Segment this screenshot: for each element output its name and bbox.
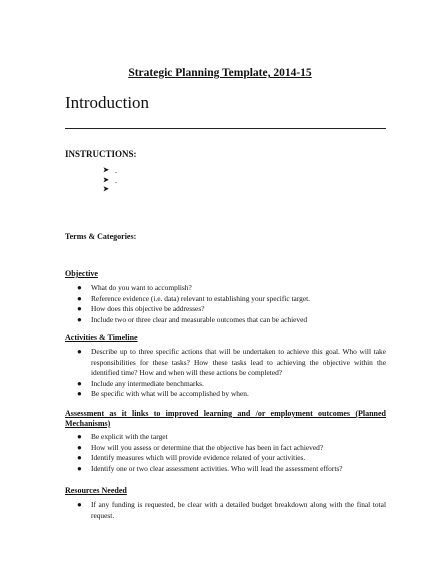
list-item bbox=[65, 389, 386, 400]
list-item bbox=[103, 185, 117, 195]
bullet-dot-icon: ● bbox=[77, 432, 82, 441]
bullet-dot-icon: ● bbox=[77, 304, 82, 313]
list-item bbox=[103, 176, 117, 186]
activities-list bbox=[65, 347, 386, 400]
list-item-text: If any funding is requested, be clear with a detailed budget breakdown along with the final total request. bbox=[91, 500, 386, 520]
list-item bbox=[65, 294, 386, 305]
list-item-text: . bbox=[115, 166, 117, 175]
list-item-text: Identify one or two clear assessment activities. Who will lead the assessment efforts? bbox=[91, 463, 343, 473]
bullet-dot-icon: ● bbox=[77, 314, 82, 324]
bullet-dot-icon: ● bbox=[77, 283, 82, 292]
list-item-text: Include any intermediate benchmarks. bbox=[91, 378, 204, 388]
terms-label: Terms & Categories: bbox=[65, 232, 137, 241]
bullet-dot-icon: ● bbox=[77, 500, 82, 509]
resources-list bbox=[65, 500, 386, 521]
list-item-text: What do you want to accomplish? bbox=[91, 283, 192, 292]
bullet-dot-icon: ● bbox=[77, 293, 82, 303]
list-item-text: Be specific with what will be accomplished by when. bbox=[91, 389, 249, 398]
list-item bbox=[65, 347, 386, 379]
horizontal-rule bbox=[65, 128, 386, 129]
arrow-bullet-icon: ➤ bbox=[103, 185, 109, 193]
list-item bbox=[65, 443, 386, 454]
list-item-text: Describe up to three specific actions that will be undertaken to achieve this goal. Who will take responsibilities for these tasks? How these tasks lead to achieving the objective within the identified time? How and when will these actions be completed? bbox=[91, 347, 386, 377]
introduction-heading: Introduction bbox=[65, 93, 150, 112]
list-item-text: Include two or three clear and measurable outcomes that can be achieved bbox=[91, 314, 308, 324]
list-item bbox=[65, 432, 386, 443]
bullet-dot-icon: ● bbox=[77, 347, 82, 356]
arrow-bullet-icon: ➤ bbox=[103, 175, 109, 184]
objective-list bbox=[65, 283, 386, 325]
bullet-dot-icon: ● bbox=[77, 463, 82, 473]
list-item-text: Be explicit with the target bbox=[91, 432, 168, 441]
list-item-text: How will you assess or determine that the objective has been in fact achieved? bbox=[91, 442, 324, 452]
activities-heading: Activities & Timeline bbox=[65, 333, 138, 342]
list-item-text: Reference evidence (i.e. data) relevant to establishing your specific target. bbox=[91, 293, 311, 303]
bullet-dot-icon: ● bbox=[77, 442, 82, 452]
list-item-text: Identify measures which will provide evidence related of your activities. bbox=[91, 453, 306, 462]
arrow-bullet-icon: ➤ bbox=[103, 166, 109, 174]
list-item bbox=[65, 315, 386, 326]
list-item-text: How does this objective be addresses? bbox=[91, 304, 205, 313]
list-item bbox=[65, 500, 386, 521]
document-title: Strategic Planning Template, 2014-15 bbox=[128, 67, 312, 79]
list-item bbox=[103, 166, 117, 176]
list-item bbox=[65, 379, 386, 390]
list-item bbox=[65, 453, 386, 464]
assessment-heading: Assessment as it links to improved learning and /or employment outcomes (Planned Mechanisms) bbox=[65, 409, 386, 428]
objective-heading: Objective bbox=[65, 269, 98, 278]
instructions-list bbox=[103, 166, 117, 195]
list-item bbox=[65, 283, 386, 294]
bullet-dot-icon: ● bbox=[77, 453, 82, 462]
bullet-dot-icon: ● bbox=[77, 378, 82, 388]
bullet-dot-icon: ● bbox=[77, 389, 82, 398]
list-item-text: . bbox=[115, 175, 117, 185]
resources-heading: Resources Needed bbox=[65, 486, 127, 495]
instructions-label: INSTRUCTIONS: bbox=[65, 149, 137, 159]
assessment-list bbox=[65, 432, 386, 474]
list-item bbox=[65, 304, 386, 315]
list-item bbox=[65, 464, 386, 475]
